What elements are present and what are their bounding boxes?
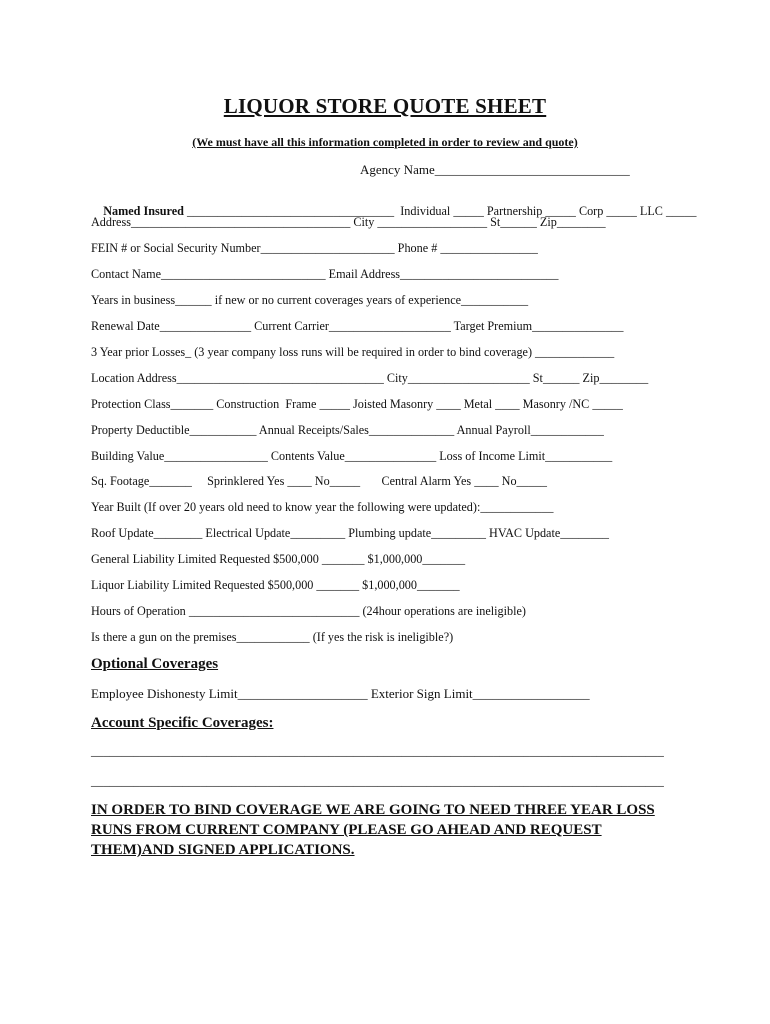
updates-row[interactable]: Roof Update________ Electrical Update_________ Plumbing update_________ HVAC Update________ bbox=[91, 526, 610, 540]
building-value-row[interactable]: Building Value_________________ Contents Value_______________ Loss of Income Limit___________ bbox=[91, 449, 613, 463]
property-deductible-row[interactable]: Property Deductible___________ Annual Receipts/Sales______________ Annual Payroll____________ bbox=[91, 423, 604, 437]
notice-line-1: IN ORDER TO BIND COVERAGE WE ARE GOING TO NEED THREE YEAR LOSS bbox=[91, 802, 655, 818]
gun-row[interactable]: Is there a gun on the premises____________ (If yes the risk is ineligible?) bbox=[91, 630, 454, 644]
general-liability-row[interactable]: General Liability Limited Requested $500,000 _______ $1,000,000_______ bbox=[91, 552, 466, 566]
protection-class-row[interactable]: Protection Class_______ Construction Frame _____ Joisted Masonry ____ Metal ____ Masonry /NC _____ bbox=[91, 397, 623, 411]
notice-line-2: RUNS FROM CURRENT COMPANY (PLEASE GO AHEAD AND REQUEST bbox=[91, 822, 602, 838]
prior-losses-row[interactable]: 3 Year prior Losses_ (3 year company loss runs will be required in order to bind coverage) _____________ bbox=[91, 345, 615, 359]
years-in-business-row[interactable]: Years in business______ if new or no current coverages years of experience___________ bbox=[91, 293, 529, 307]
optional-coverages-row[interactable]: Employee Dishonesty Limit____________________ Exterior Sign Limit__________________ bbox=[91, 686, 590, 701]
account-blank-line-2[interactable]: ______________________________________________________________________________________________ bbox=[91, 774, 664, 788]
named-insured-label: Named Insured bbox=[103, 204, 184, 218]
sq-footage-row[interactable]: Sq. Footage_______ Sprinklered Yes ____ No_____ Central Alarm Yes ____ No_____ bbox=[91, 474, 548, 488]
agency-name-field[interactable]: Agency Name______________________________ bbox=[360, 162, 630, 177]
page-subtitle: (We must have all this information completed in order to review and quote) bbox=[192, 135, 578, 149]
liquor-liability-row[interactable]: Liquor Liability Limited Requested $500,000 _______ $1,000,000_______ bbox=[91, 578, 460, 592]
binding-notice bbox=[91, 800, 691, 860]
optional-coverages-heading: Optional Coverages bbox=[91, 656, 219, 672]
named-insured-fields[interactable]: __________________________________ Individual _____ Partnership _____ Corp _____ LLC _____ bbox=[183, 204, 697, 218]
hours-row[interactable]: Hours of Operation ____________________________ (24hour operations are ineligible) bbox=[91, 604, 526, 618]
notice-line-3: THEM)AND SIGNED APPLICATIONS. bbox=[91, 842, 355, 858]
renewal-row[interactable]: Renewal Date_______________ Current Carrier____________________ Target Premium_______________ bbox=[91, 319, 624, 333]
year-built-row[interactable]: Year Built (If over 20 years old need to know year the following were updated):____________ bbox=[91, 500, 554, 514]
location-row[interactable]: Location Address__________________________________ City____________________ St______ Zip________ bbox=[91, 371, 649, 385]
account-specific-heading: Account Specific Coverages: bbox=[91, 715, 274, 731]
address-row[interactable]: Address____________________________________ City __________________ St______ Zip________ bbox=[91, 215, 606, 229]
fein-row[interactable]: FEIN # or Social Security Number______________________ Phone # ________________ bbox=[91, 241, 538, 255]
contact-row[interactable]: Contact Name___________________________ Email Address__________________________ bbox=[91, 267, 559, 281]
account-blank-line-1[interactable]: ______________________________________________________________________________________________ bbox=[91, 744, 664, 758]
page-title: LIQUOR STORE QUOTE SHEET bbox=[223, 94, 547, 118]
